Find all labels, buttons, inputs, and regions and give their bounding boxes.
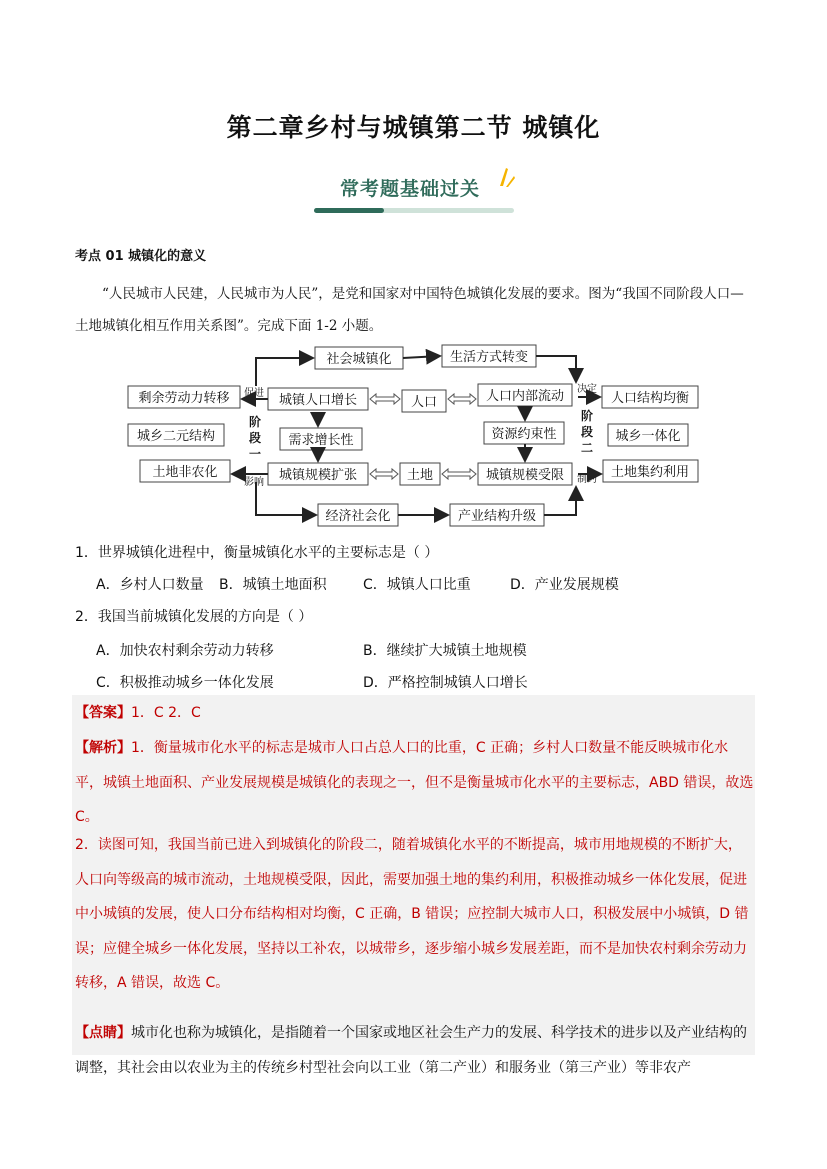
analysis-label: 【解析】: [75, 740, 131, 756]
node-urban-rural-integration: 城乡一体化: [615, 429, 681, 444]
intro-paragraph: “人民城市人民建，人民城市为人民”，是党和国家对中国特色城镇化发展的要求。图为“我国不同阶段人口—土地城镇化相互作用关系图”。完成下面 1-2 小题。: [75, 286, 744, 334]
node-demand-growth: 需求增长性: [288, 433, 354, 448]
analysis-1-text: 1．衡量城市化水平的标志是城市人口占总人口的比重，C 正确；乡村人口数量不能反映城市化水平，城镇土地面积、产业发展规模是城镇化的表现之一，但不是衡量城市化水平的主要标志，ABD 错误，故选 C。: [75, 740, 754, 825]
badge-underline: [314, 208, 514, 213]
node-land: 土地: [406, 468, 434, 483]
question-1-stem: 1．世界城镇化进程中，衡量城镇化水平的主要标志是（ ）: [75, 545, 439, 561]
q2-option-d: D．严格控制城镇人口增长: [363, 675, 528, 691]
analysis-1: [75, 731, 755, 835]
sparkle-icon: [494, 166, 516, 188]
q1-option-d: D．产业发展规模: [510, 577, 619, 593]
q1-option-c: C．城镇人口比重: [363, 577, 471, 593]
node-industry-upgrade: 产业结构升级: [457, 509, 537, 524]
stage1-char3: 一: [248, 447, 262, 461]
relationship-diagram: [120, 342, 700, 532]
q2-option-b: B．继续扩大城镇土地规模: [363, 643, 527, 659]
node-economic-socialization: 经济社会化: [325, 509, 391, 524]
q1-option-a: A．乡村人口数量: [96, 577, 204, 593]
section-badge: [312, 166, 518, 216]
stage2-char3: 二: [580, 441, 594, 455]
node-resource-constraint: 资源约束性: [491, 427, 557, 442]
page-title: 第二章乡村与城镇第二节 城镇化: [226, 113, 601, 142]
stage1-char2: 段: [248, 431, 262, 445]
dianjing-text: 城市化也称为城镇化，是指随着一个国家或地区社会生产力的发展、科学技术的进步以及产业结构的调整，其社会由以农业为主的传统乡村型社会向以工业（第二产业）和服务业（第三产业）等非农产: [75, 1025, 747, 1076]
stage1-char1: 阶: [248, 415, 262, 429]
stage2-char1: 阶: [580, 409, 594, 423]
label-determine: 决定: [577, 384, 597, 395]
badge-label: 常考题基础过关: [340, 178, 481, 200]
label-restrict: 制约: [577, 474, 597, 485]
label-promote: 促进: [244, 388, 264, 399]
answer-text: 1．C 2．C: [131, 705, 201, 721]
node-land-intensive: 土地集约利用: [610, 465, 690, 480]
node-pop-balance: 人口结构均衡: [610, 391, 690, 406]
node-lifestyle-change: 生活方式转变: [449, 350, 529, 365]
section-heading: 考点 01 城镇化的意义: [75, 249, 207, 264]
node-dual-structure: 城乡二元结构: [136, 429, 216, 444]
q2-option-a: A．加快农村剩余劳动力转移: [96, 643, 274, 659]
node-internal-flow: 人口内部流动: [485, 389, 565, 404]
answer-label: 【答案】: [75, 705, 131, 721]
node-urban-limited: 城镇规模受限: [485, 468, 565, 483]
dianjing-label: 【点睛】: [75, 1025, 131, 1041]
node-surplus-labor: 剩余劳动力转移: [138, 391, 230, 406]
node-population: 人口: [410, 395, 438, 410]
dianjing: [75, 1016, 755, 1085]
analysis-2: [75, 828, 755, 1001]
node-urban-pop-growth: 城镇人口增长: [278, 393, 358, 408]
q1-option-b: B．城镇土地面积: [219, 577, 327, 593]
node-urban-expansion: 城镇规模扩张: [278, 468, 358, 483]
answer-line: [75, 696, 755, 731]
node-land-nonagri: 土地非农化: [152, 465, 218, 480]
q2-option-c: C．积极推动城乡一体化发展: [96, 675, 274, 691]
stage2-char2: 段: [580, 425, 594, 439]
question-2-stem: 2．我国当前城镇化发展的方向是（ ）: [75, 609, 313, 625]
label-influence: 影响: [244, 477, 264, 488]
analysis-2-text: 2．读图可知，我国当前已进入到城镇化的阶段二，随着城镇化水平的不断提高，城市用地规模的不断扩大，人口向等级高的城市流动，土地规模受限，因此，需要加强土地的集约利用，积极推动城乡一体化发展，促进中小城镇的发展，使人口分布结构相对均衡，C 正确，B 错误；应控制大城市人口，积极发展中小城镇，D 错误；应健全城乡一体化发展，坚持以工补农，以城带乡，逐步缩小城乡发展差距，而不是加快农村剩余劳动力转移，A 错误，故选 C。: [75, 837, 749, 991]
node-social-urbanization: 社会城镇化: [326, 352, 392, 367]
